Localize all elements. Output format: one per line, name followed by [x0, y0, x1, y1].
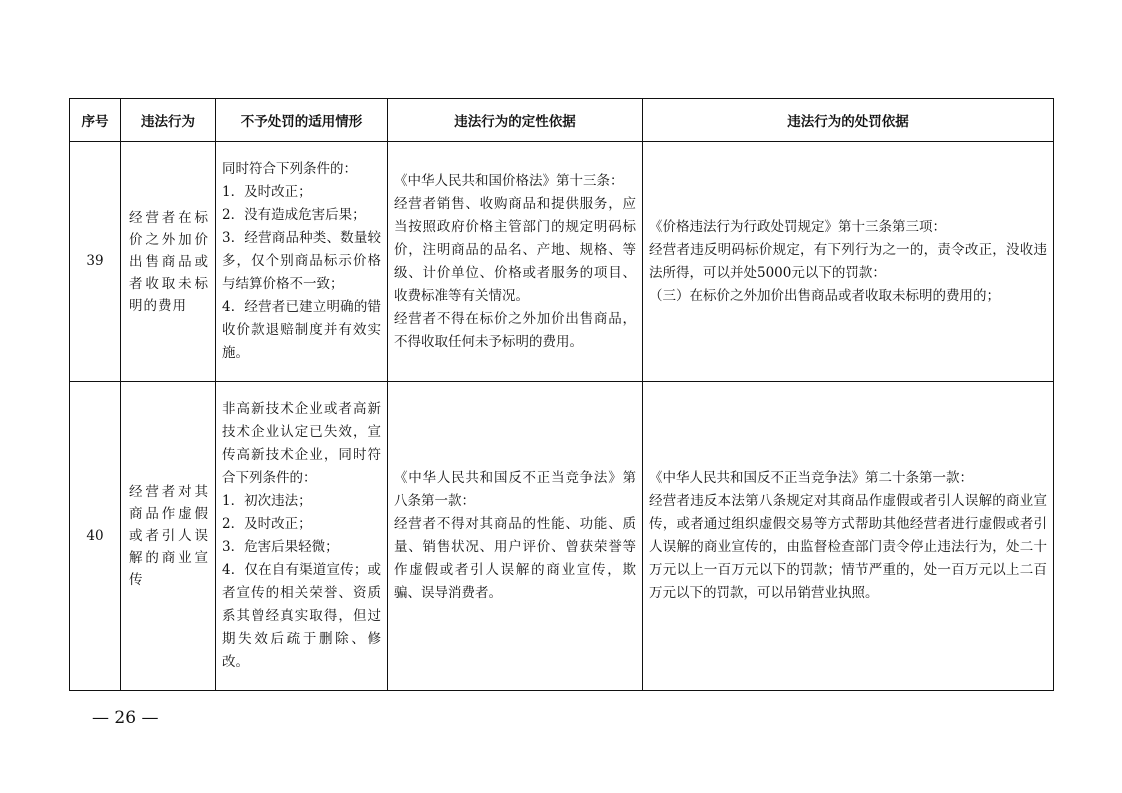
row-exemption-conditions	[216, 142, 388, 382]
row-violation: 经营者在标价之外加价出售商品或者收取未标明的费用	[121, 142, 216, 382]
condition-line: 非高新技术企业或者高新技术企业认定已失效，宣传高新技术企业，同时符合下列条件的：	[222, 401, 381, 486]
basis-line: 经营者不得对其商品的性能、功能、质量、销售状况、用户评价、曾获荣誉等作虚假或者引人误解的商业宣传，欺骗、误导消费者。	[394, 516, 636, 601]
header-qualification-basis: 违法行为的定性依据	[388, 99, 643, 142]
table-row	[70, 382, 1054, 691]
condition-line: 1．初次违法；	[222, 493, 312, 509]
condition-line: 同时符合下列条件的：	[222, 161, 357, 177]
condition-line: 4．经营者已建立明确的错收价款退赔制度并有效实施。	[222, 299, 381, 361]
basis-line: 《中华人民共和国反不正当竞争法》第八条第一款：	[394, 470, 636, 509]
condition-line: 2．及时改正；	[222, 516, 312, 532]
penalty-line: 经营者违反本法第八条规定对其商品作虚假或者引人误解的商业宣传，或者通过组织虚假交易等方式帮助其他经营者进行虚假或者引人误解的商业宣传的，由监督检查部门责令停止违法行为，处二十万元以上一百万元以下的罚款；情节严重的，处一百万元以上二百万元以下的罚款，可以吊销营业执照。	[649, 493, 1047, 601]
table-header-row	[70, 99, 1054, 142]
penalty-line: （三）在标价之外加价出售商品或者收取未标明的费用的；	[649, 287, 1000, 304]
row-penalty-basis	[643, 142, 1054, 382]
penalty-line: 经营者违反明码标价规定，有下列行为之一的，责令改正，没收违法所得，可以并处5000元以下的罚款：	[649, 241, 1047, 281]
row-qualification-basis	[388, 382, 643, 691]
row-exemption-conditions	[216, 382, 388, 691]
basis-line: 经营者不得在标价之外加价出售商品，不得收取任何未予标明的费用。	[394, 310, 636, 350]
condition-line: 3．经营商品种类、数量较多，仅个别商品标示价格与结算价格不一致；	[222, 230, 381, 292]
basis-line: 经营者销售、收购商品和提供服务，应当按照政府价格主管部门的规定明码标价，注明商品的品名、产地、规格、等级、计价单位、价格或者服务的项目、收费标准等有关情况。	[394, 195, 636, 304]
row-penalty-basis	[643, 382, 1054, 691]
page-number: — 26 —	[92, 708, 159, 728]
row-violation: 经营者对其商品作虚假或者引人误解的商业宣传	[121, 382, 216, 691]
regulation-table	[69, 98, 1054, 691]
penalty-line: 《价格违法行为行政处罚规定》第十三条第三项：	[649, 218, 946, 235]
header-exemption-conditions: 不予处罚的适用情形	[216, 99, 388, 142]
header-serial: 序号	[70, 99, 121, 142]
condition-line: 4．仅在自有渠道宣传；或者宣传的相关荣誉、资质系其曾经真实取得，但过期失效后疏于删除、修改。	[222, 562, 381, 670]
row-serial: 39	[70, 142, 121, 382]
row-qualification-basis	[388, 142, 643, 382]
basis-line: 《中华人民共和国价格法》第十三条：	[394, 172, 624, 189]
header-penalty-basis: 违法行为的处罚依据	[643, 99, 1054, 142]
condition-line: 1．及时改正；	[222, 184, 312, 200]
table-row	[70, 142, 1054, 382]
header-violation: 违法行为	[121, 99, 216, 142]
condition-line: 3．危害后果轻微；	[222, 539, 339, 555]
condition-line: 2．没有造成危害后果；	[222, 207, 366, 223]
row-serial: 40	[70, 382, 121, 691]
penalty-line: 《中华人民共和国反不正当竞争法》第二十条第一款：	[649, 470, 973, 486]
